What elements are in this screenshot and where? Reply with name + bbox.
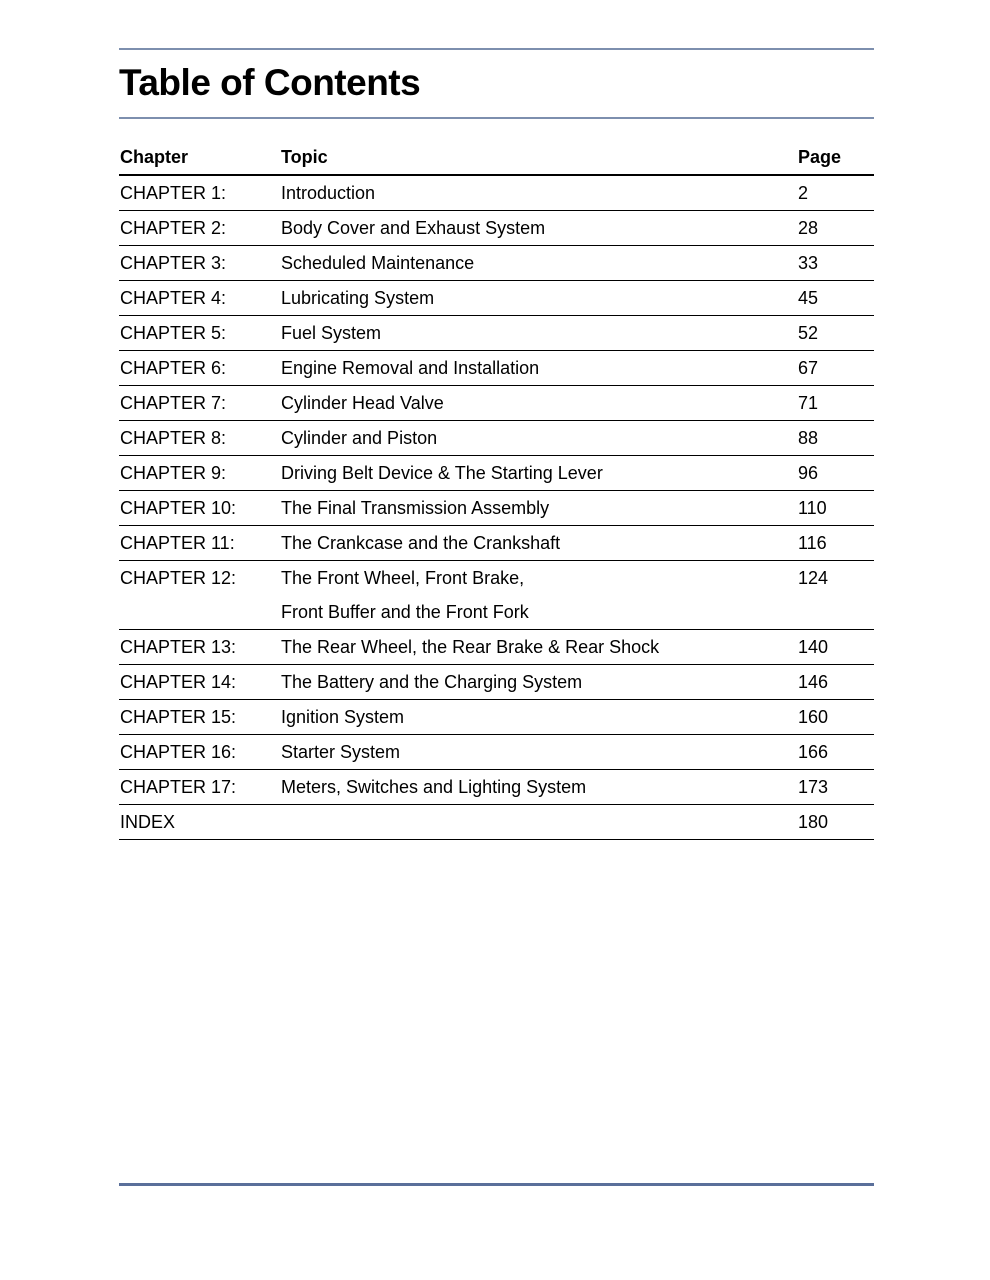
toc-topic-line-2: Front Buffer and the Front Fork	[281, 602, 529, 622]
toc-topic-line: Introduction	[281, 183, 376, 203]
toc-row	[119, 561, 874, 630]
toc-row	[119, 805, 874, 840]
toc-chapter-cell: CHAPTER 9:	[120, 463, 227, 483]
toc-page-cell: 116	[798, 533, 827, 553]
toc-chapter-cell: CHAPTER 12:	[120, 568, 237, 588]
toc-topic-cell	[281, 281, 798, 315]
toc-page-cell: 52	[798, 323, 819, 343]
header-chapter: Chapter	[120, 146, 189, 167]
toc-topic-cell	[281, 700, 798, 734]
toc-topic-cell	[281, 561, 798, 629]
toc-page-cell: 71	[798, 393, 819, 413]
toc-topic-cell	[281, 351, 798, 385]
toc-page-cell: 140	[798, 637, 829, 657]
toc-topic-cell	[281, 770, 798, 804]
footer-rule	[119, 1183, 874, 1186]
toc-row	[119, 770, 874, 805]
toc-topic-cell	[281, 386, 798, 420]
toc-page-cell: 2	[798, 183, 809, 203]
toc-topic-line: Engine Removal and Installation	[281, 358, 540, 378]
toc-topic-line: Body Cover and Exhaust System	[281, 218, 546, 238]
toc-topic-line: Meters, Switches and Lighting System	[281, 777, 587, 797]
toc-row	[119, 246, 874, 281]
toc-row	[119, 491, 874, 526]
toc-topic-cell	[281, 456, 798, 490]
toc-chapter-cell: CHAPTER 4:	[120, 288, 227, 308]
toc-page-cell: 166	[798, 742, 829, 762]
toc-page-cell: 160	[798, 707, 829, 727]
toc-topic-cell	[281, 526, 798, 560]
toc-row	[119, 176, 874, 211]
toc-page-cell: 33	[798, 253, 819, 273]
toc-row	[119, 665, 874, 700]
toc-chapter-cell: CHAPTER 1:	[120, 183, 227, 203]
header-topic: Topic	[281, 146, 328, 167]
toc-topic-cell	[281, 316, 798, 350]
toc-chapter-cell: CHAPTER 11:	[120, 533, 235, 553]
toc-topic-cell	[281, 176, 798, 210]
toc-topic-line: Cylinder Head Valve	[281, 393, 444, 413]
toc-chapter-cell: CHAPTER 2:	[120, 218, 227, 238]
toc-page-cell: 96	[798, 463, 819, 483]
toc-page-cell: 146	[798, 672, 829, 692]
toc-row	[119, 281, 874, 316]
toc-row	[119, 386, 874, 421]
toc-topic-cell	[281, 491, 798, 525]
toc-row	[119, 316, 874, 351]
toc-chapter-cell: CHAPTER 15:	[120, 707, 237, 727]
toc-topic-line: The Front Wheel, Front Brake,	[281, 568, 525, 588]
toc-topic-cell	[281, 211, 798, 245]
toc-row	[119, 421, 874, 456]
toc-row	[119, 735, 874, 770]
toc-chapter-cell: CHAPTER 13:	[120, 637, 237, 657]
toc-topic-line: The Battery and the Charging System	[281, 672, 583, 692]
toc-page-cell: 124	[798, 568, 829, 588]
toc-chapter-cell: INDEX	[120, 812, 176, 832]
page-title: Table of Contents	[119, 62, 421, 103]
header-page: Page	[798, 146, 842, 167]
toc-topic-line: Lubricating System	[281, 288, 435, 308]
toc-topic-cell	[281, 735, 798, 769]
toc-topic-line: Ignition System	[281, 707, 405, 727]
toc-topic-cell	[281, 421, 798, 455]
toc-topic-line: The Crankcase and the Crankshaft	[281, 533, 561, 553]
toc-table	[119, 140, 874, 840]
toc-topic-line: The Rear Wheel, the Rear Brake & Rear Shock	[281, 637, 660, 657]
toc-page-cell: 110	[798, 498, 827, 518]
title-underline-rule	[119, 117, 874, 119]
toc-chapter-cell: CHAPTER 8:	[120, 428, 227, 448]
toc-topic-line: The Final Transmission Assembly	[281, 498, 550, 518]
toc-chapter-cell: CHAPTER 6:	[120, 358, 227, 378]
toc-chapter-cell: CHAPTER 7:	[120, 393, 227, 413]
toc-row	[119, 456, 874, 491]
toc-topic-line: Cylinder and Piston	[281, 428, 438, 448]
toc-topic-cell	[281, 246, 798, 280]
toc-topic-line: Fuel System	[281, 323, 382, 343]
toc-page-cell: 28	[798, 218, 819, 238]
toc-chapter-cell: CHAPTER 14:	[120, 672, 237, 692]
toc-page-cell: 88	[798, 428, 819, 448]
toc-topic-cell	[281, 630, 798, 664]
toc-topic-line: Driving Belt Device & The Starting Lever	[281, 463, 603, 483]
toc-page-cell: 173	[798, 777, 829, 797]
toc-topic-line: Starter System	[281, 742, 401, 762]
toc-page-cell: 45	[798, 288, 819, 308]
toc-topic-line: Scheduled Maintenance	[281, 253, 475, 273]
toc-chapter-cell: CHAPTER 5:	[120, 323, 227, 343]
toc-row	[119, 700, 874, 735]
toc-chapter-cell: CHAPTER 10:	[120, 498, 237, 518]
toc-row	[119, 351, 874, 386]
top-rule	[119, 48, 874, 50]
toc-chapter-cell: CHAPTER 16:	[120, 742, 237, 762]
toc-row	[119, 211, 874, 246]
toc-row	[119, 526, 874, 561]
toc-row	[119, 630, 874, 665]
toc-header-row	[119, 140, 874, 176]
toc-chapter-cell: CHAPTER 17:	[120, 777, 237, 797]
toc-page-cell: 67	[798, 358, 819, 378]
toc-topic-cell	[281, 665, 798, 699]
toc-page-cell: 180	[798, 812, 829, 832]
toc-rows	[119, 176, 874, 840]
toc-chapter-cell: CHAPTER 3:	[120, 253, 227, 273]
